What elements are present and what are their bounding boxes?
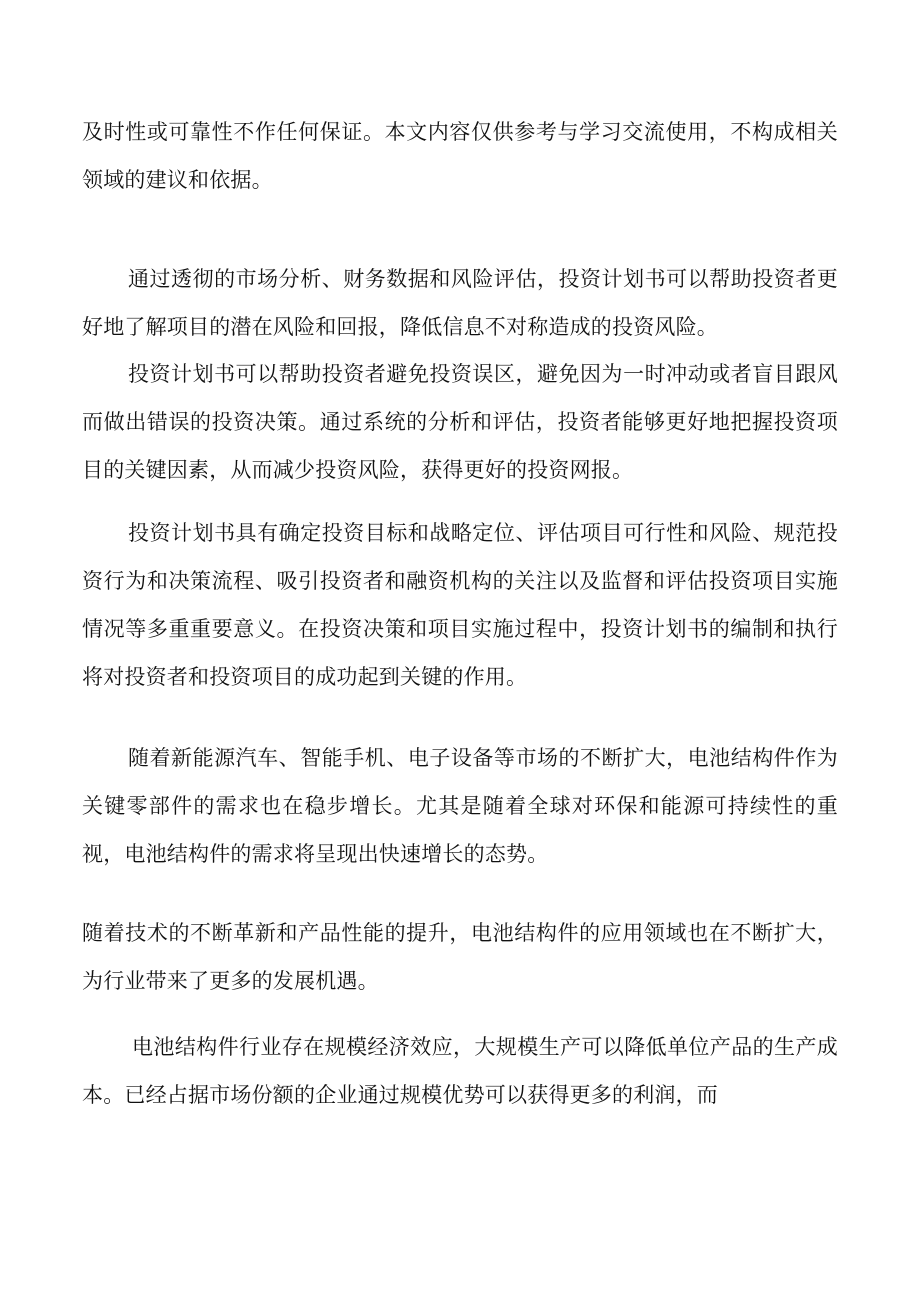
paragraph-scale-economy: 电池结构件行业存在规模经济效应，大规模生产可以降低单位产品的生产成本。已经占据市场份额的企业通过规模优势可以获得更多的利润，而 — [82, 1035, 838, 1107]
paragraph-demand-growth: 随着新能源汽车、智能手机、电子设备等市场的不断扩大，电池结构件作为关键零部件的需求也在稳步增长。尤其是随着全球对环保和能源可持续性的重视，电池结构件的需求将呈现出快速增长的态势。 — [82, 746, 838, 866]
paragraph-significance: 投资计划书具有确定投资目标和战略定位、评估项目可行性和风险、规范投资行为和决策流程、吸引投资者和融资机构的关注以及监督和评估投资项目实施情况等多重重要意义。在投资决策和项目实施过程中，投资计划书的编制和执行将对投资者和投资项目的成功起到关键的作用。 — [82, 521, 838, 689]
paragraph-tech-innovation: 随着技术的不断革新和产品性能的提升，电池结构件的应用领域也在不断扩大，为行业带来了更多的发展机遇。 — [82, 921, 838, 993]
paragraph-market-analysis: 通过透彻的市场分析、财务数据和风险评估，投资计划书可以帮助投资者更好地了解项目的潜在风险和回报，降低信息不对称造成的投资风险。 — [82, 267, 838, 339]
paragraph-disclaimer: 及时性或可靠性不作任何保证。本文内容仅供参考与学习交流使用，不构成相关领域的建议和依据。 — [82, 120, 838, 192]
paragraph-avoid-mistakes: 投资计划书可以帮助投资者避免投资误区，避免因为一时冲动或者盲目跟风而做出错误的投资决策。通过系统的分析和评估，投资者能够更好地把握投资项目的关键因素，从而减少投资风险，获得更好的投资网报。 — [82, 362, 838, 482]
